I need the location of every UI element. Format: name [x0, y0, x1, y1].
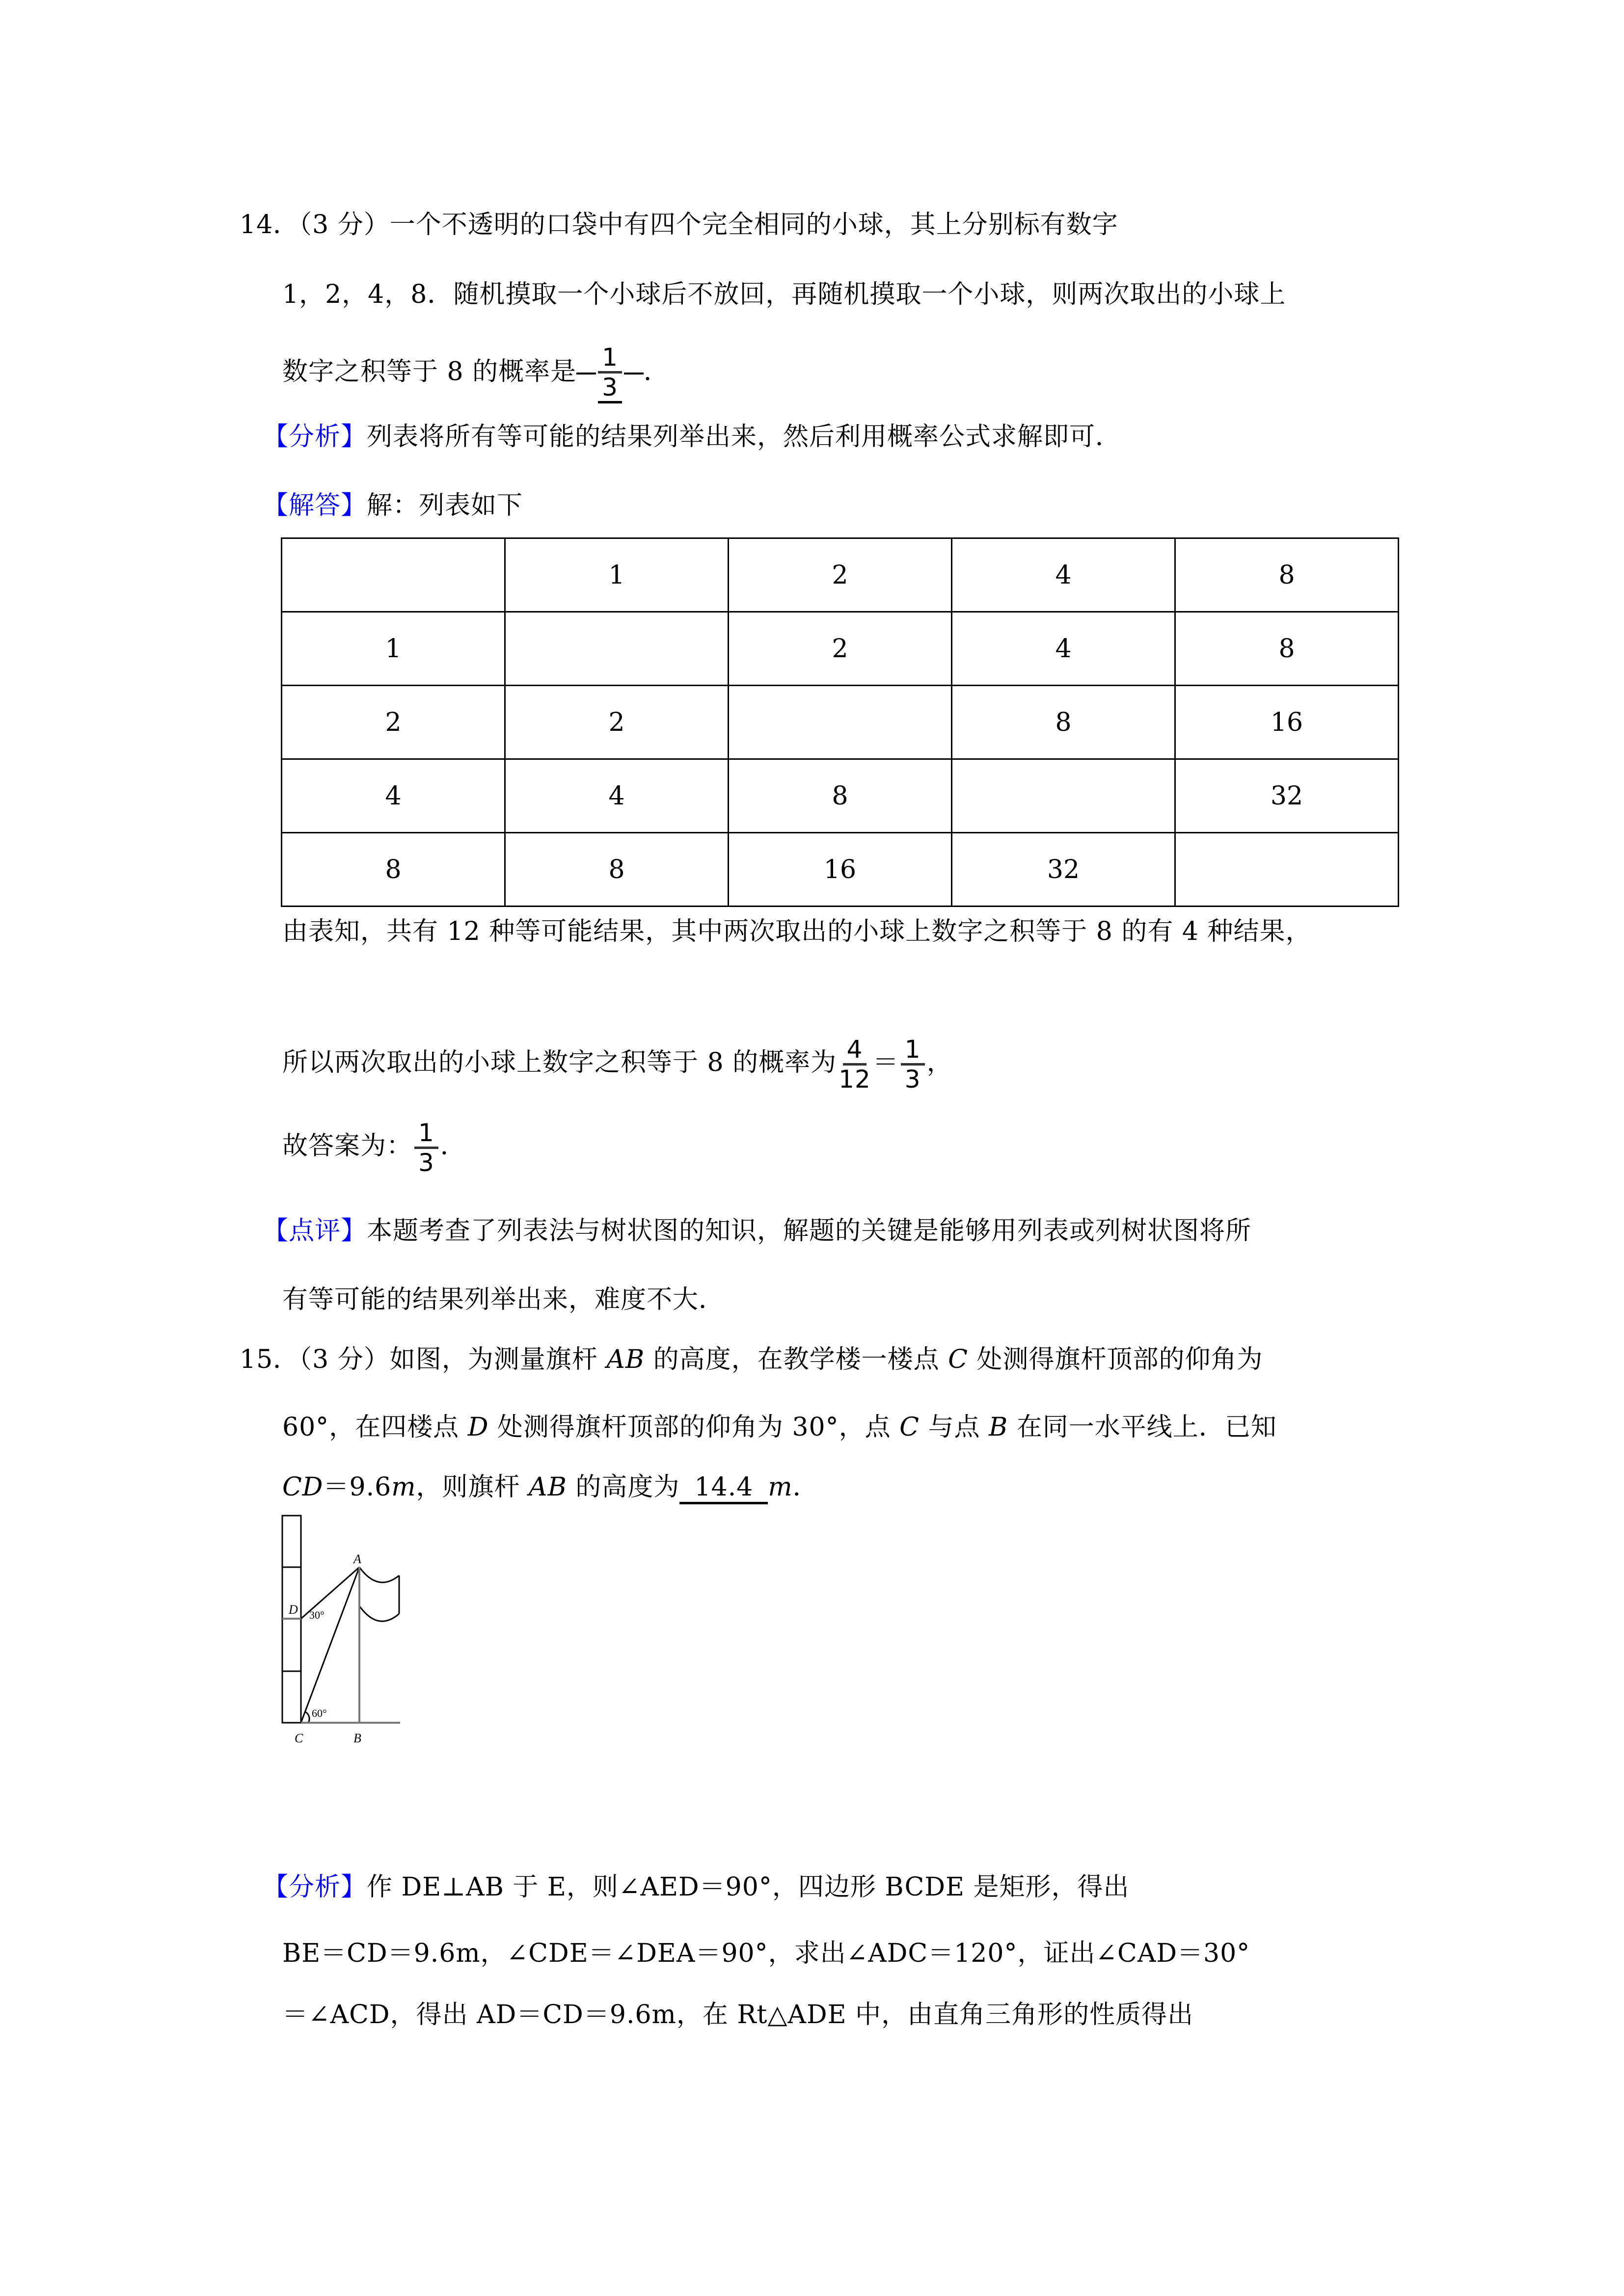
answer-blank-left — [576, 373, 596, 374]
numerator: 1 — [414, 1119, 438, 1149]
equals-sign: ＝ — [872, 1048, 899, 1077]
table-cell: 32 — [952, 833, 1175, 907]
angle-arc-60 — [305, 1712, 309, 1723]
answer-value: 14.4 — [694, 1472, 754, 1502]
product-table — [281, 537, 1399, 907]
answer-fraction — [598, 344, 622, 403]
table-cell: 4 — [505, 759, 729, 833]
table-row — [282, 686, 1399, 759]
q14-analysis — [263, 422, 1121, 452]
period: ． — [792, 1472, 819, 1502]
table-cell: 32 — [1175, 759, 1399, 833]
solution-text: 解：列表如下 — [367, 491, 523, 520]
table-row — [282, 833, 1399, 907]
table-row — [282, 612, 1399, 686]
final-answer-label: 故答案为： — [282, 1131, 413, 1161]
table-cell: 8 — [1175, 612, 1399, 686]
probability-text: 所以两次取出的小球上数字之积等于 8 的概率为 — [282, 1048, 837, 1077]
answer-blank-right — [624, 373, 644, 374]
analysis-text: 列表将所有等可能的结果列举出来，然后利用概率公式求解即可． — [367, 422, 1122, 452]
question-text: 处测得旗杆顶部的仰角为 30°，点 — [488, 1413, 900, 1442]
q14-comment-line2: 有等可能的结果列举出来，难度不大． — [282, 1285, 725, 1314]
analysis-text: 作 DE⊥AB 于 E，则∠AED＝90°，四边形 BCDE 是矩形，得出 — [367, 1872, 1130, 1902]
var-AB: AB — [606, 1345, 645, 1374]
denominator: 3 — [598, 374, 622, 403]
numerator: 1 — [901, 1036, 925, 1066]
table-cell: 8 — [282, 833, 505, 907]
flagpole-diagram — [275, 1497, 815, 1865]
table-cell — [505, 612, 729, 686]
table-cell: 8 — [505, 833, 729, 907]
question-text: 的高度，在教学楼一楼点 — [645, 1345, 948, 1374]
q14-solution — [263, 491, 523, 520]
comma: ， — [926, 1048, 953, 1077]
table-cell: 8 — [1175, 538, 1399, 612]
question-score: （3 分） — [299, 210, 390, 240]
q14-final-answer — [282, 1114, 466, 1178]
var-AB: AB — [529, 1472, 567, 1502]
var-B: B — [989, 1413, 1008, 1442]
table-cell: 4 — [282, 759, 505, 833]
table-cell: 2 — [729, 612, 952, 686]
q15-analysis-line1 — [263, 1872, 1130, 1902]
denominator: 12 — [839, 1065, 871, 1094]
question-number: 15． — [240, 1345, 299, 1374]
table-cell — [729, 686, 952, 759]
q14-line2: 1，2，4，8．随机摸取一个小球后不放回，再随机摸取一个小球，则两次取出的小球上 — [282, 280, 1286, 309]
var-CD: CD — [282, 1472, 324, 1502]
table-cell: 1 — [282, 612, 505, 686]
q15-analysis-line2: BE＝CD＝9.6m，∠CDE＝∠DEA＝90°，求出∠ADC＝120°，证出∠CAD＝30° — [282, 1939, 1250, 1968]
unit-m: m — [391, 1472, 416, 1502]
comment-tag: 【点评】 — [263, 1216, 367, 1246]
label-B: B — [353, 1731, 361, 1745]
table-cell — [952, 759, 1175, 833]
flag-top-edge — [359, 1567, 399, 1582]
label-D: D — [289, 1602, 298, 1617]
q14-line1 — [240, 210, 1118, 240]
table-cell — [1175, 833, 1399, 907]
solution-tag: 【解答】 — [263, 491, 367, 520]
question-text: 在同一水平线上．已知 — [1008, 1413, 1277, 1442]
table-cell: 16 — [1175, 686, 1399, 759]
analysis-tag: 【分析】 — [263, 422, 367, 452]
question-text: 的高度为 — [567, 1472, 680, 1502]
question-text: ＝9.6 — [323, 1472, 392, 1502]
question-text: 如图，为测量旗杆 — [389, 1345, 607, 1374]
question-number: 14． — [240, 210, 299, 240]
line-CA — [301, 1567, 359, 1723]
var-C: C — [899, 1413, 920, 1442]
q15-line2 — [282, 1413, 1277, 1442]
period: ． — [643, 357, 670, 387]
fraction-4-12 — [839, 1036, 871, 1093]
table-cell: 2 — [282, 686, 505, 759]
table-cell: 1 — [505, 538, 729, 612]
table-cell: 4 — [952, 538, 1175, 612]
numerator: 1 — [598, 344, 622, 374]
var-C: C — [948, 1345, 968, 1374]
fraction-1-3 — [901, 1036, 925, 1093]
denominator: 3 — [418, 1148, 434, 1177]
table-cell: 16 — [729, 833, 952, 907]
q14-after-table: 由表知，共有 12 种等可能结果，其中两次取出的小球上数字之积等于 8 的有 4 种结果， — [282, 917, 1312, 946]
q15-analysis-line3: ＝∠ACD，得出 AD＝CD＝9.6m，在 Rt△ADE 中，由直角三角形的性质得出 — [282, 2000, 1194, 2029]
period: ． — [440, 1131, 466, 1161]
question-score: （3 分） — [299, 1345, 390, 1374]
label-C: C — [295, 1731, 303, 1745]
table-cell: 4 — [952, 612, 1175, 686]
analysis-tag: 【分析】 — [263, 1872, 367, 1902]
table-cell: 8 — [952, 686, 1175, 759]
final-fraction — [414, 1119, 438, 1176]
question-text: 60°，在四楼点 — [282, 1413, 468, 1442]
comment-text: 本题考查了列表法与树状图的知识，解题的关键是能够用列表或列树状图将所 — [367, 1216, 1252, 1246]
unit-m: m — [768, 1472, 793, 1502]
angle-label-60: 60° — [312, 1707, 327, 1719]
q14-probability — [282, 1031, 953, 1095]
table-cell: 8 — [729, 759, 952, 833]
q15-line1 — [240, 1345, 1263, 1374]
question-text: 数字之积等于 8 的概率是 — [282, 357, 577, 387]
label-A: A — [353, 1552, 361, 1566]
var-D: D — [467, 1413, 489, 1442]
question-text: 一个不透明的口袋中有四个完全相同的小球，其上分别标有数字 — [389, 210, 1118, 240]
question-text: ，则旗杆 — [416, 1472, 529, 1502]
numerator: 4 — [843, 1036, 867, 1066]
table-cell: 2 — [729, 538, 952, 612]
table-cell — [282, 538, 505, 612]
flag-bottom-edge — [359, 1606, 399, 1621]
denominator: 3 — [904, 1065, 921, 1094]
question-text: 与点 — [919, 1413, 989, 1442]
table-row — [282, 759, 1399, 833]
table-cell: 2 — [505, 686, 729, 759]
q14-comment-line1 — [263, 1216, 1251, 1246]
table-header-row — [282, 538, 1399, 612]
question-text: 处测得旗杆顶部的仰角为 — [968, 1345, 1263, 1374]
angle-label-30: 30° — [309, 1609, 325, 1621]
q14-line3 — [282, 344, 670, 403]
